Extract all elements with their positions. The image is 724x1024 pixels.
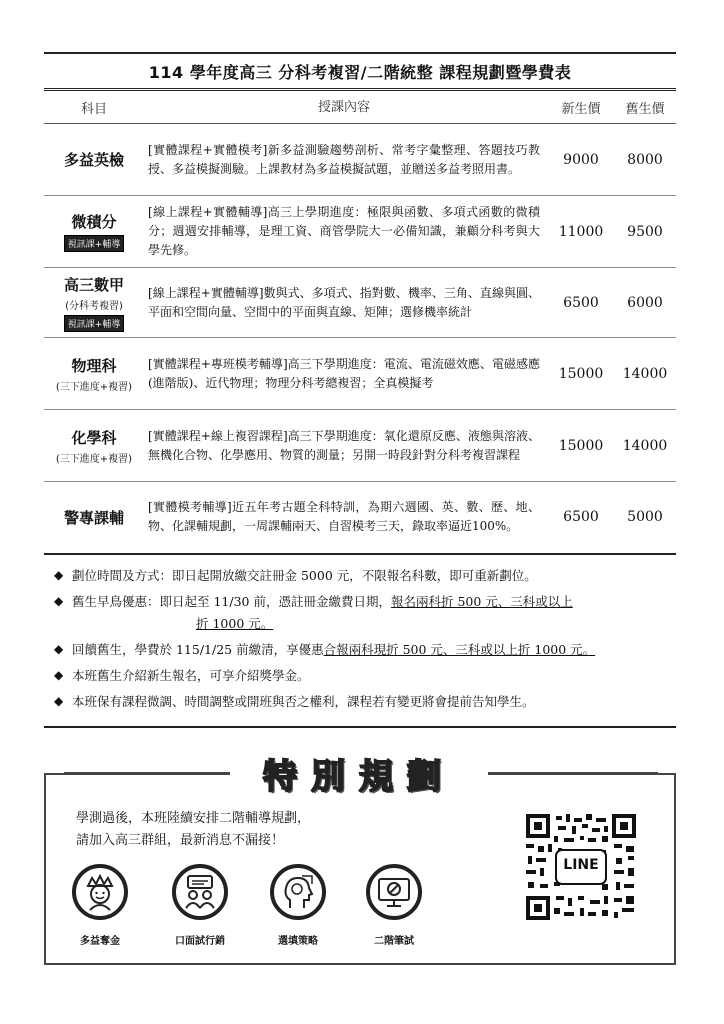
table-row	[44, 196, 676, 268]
interview-people-icon	[172, 864, 228, 920]
note-item	[44, 566, 676, 585]
icon-label: 二階筆試	[374, 936, 414, 947]
subject-note: (三下進度+複習)	[55, 381, 133, 393]
line-logo-text: LINE	[563, 857, 599, 873]
old-price: 9500	[614, 196, 676, 268]
table-row	[44, 268, 676, 338]
new-price: 15000	[548, 338, 614, 410]
subject-tag: 視訊課+輔導	[64, 315, 125, 332]
diamond-bullet-icon: ◆	[54, 568, 64, 582]
note-item	[44, 640, 676, 659]
old-price: 5000	[614, 482, 676, 554]
intro-line: 請加入高三群組，最新消息不漏接！	[76, 833, 285, 848]
old-price: 6000	[614, 268, 676, 338]
icon-label: 選填策略	[278, 936, 318, 947]
table-row	[44, 124, 676, 196]
old-price: 8000	[614, 124, 676, 196]
new-price: 6500	[548, 268, 614, 338]
special-plan-title: 特別規劃	[230, 752, 488, 794]
note-underlined-part: 折 1000 元。	[196, 616, 274, 631]
intro-line: 學測過後，本班陸續安排二階輔導規劃，	[76, 811, 311, 826]
subject-cell	[44, 410, 144, 482]
note-underlined-part: 報名兩科折 500 元、三科或以上	[390, 594, 573, 609]
subject-name: 多益英檢	[63, 151, 124, 169]
subject-cell	[44, 482, 144, 554]
diamond-bullet-icon: ◆	[54, 668, 64, 682]
note-text-part: 回饋舊生，學費於 115/1/25 前繳清，享優惠	[72, 642, 324, 657]
title-rule-left	[64, 772, 234, 774]
note-text: 本班舊生介紹新生報名，可享介紹獎學金。	[72, 668, 310, 683]
notes-list	[44, 566, 676, 728]
document-title: 114 學年度高三 分科考複習/二階統整 課程規劃暨學費表	[44, 52, 676, 88]
subject-note: (分科考複習)	[65, 300, 123, 312]
header-new-price: 新生價	[548, 90, 614, 124]
new-price: 9000	[548, 124, 614, 196]
note-text	[72, 592, 676, 633]
content-cell: [實體課程+專班模考輔導]高三下學期進度：電流、電流磁效應、電磁感應(進階版)、近代物理；物理分科考總複習；全真模擬考	[144, 338, 548, 410]
note-text: 本班保有課程微調、時間調整或開班與否之權利，課程若有變更將會提前告知學生。	[72, 694, 535, 709]
subject-note: (三下進度+複習)	[55, 453, 133, 465]
table-row	[44, 410, 676, 482]
course-fee-table	[44, 88, 676, 555]
new-price: 6500	[548, 482, 614, 554]
toeic-trophy-icon	[72, 864, 128, 920]
table-row	[44, 338, 676, 410]
old-price: 14000	[614, 410, 676, 482]
note-text: 劃位時間及方式：即日起開放繳交註冊金 5000 元，不限報名科數，即可重新劃位。	[72, 568, 537, 583]
diamond-bullet-icon: ◆	[54, 642, 64, 656]
special-intro	[76, 808, 310, 852]
subject-name: 警專課輔	[63, 508, 124, 527]
title-rule-right	[486, 772, 658, 774]
content-cell: [實體模考輔導]近五年考古題全科特訓，為期六週國、英、數、歷、地、物、化課輔規劃，一周課輔兩天、自習模考三天，錄取率逼近100%。	[144, 482, 548, 554]
content-cell: [線上課程+實體輔導]高三上學期進度：極限與函數、多項式函數的微積分；週週安排輔導，是理工資、商管學院大一必備知識，兼顧分科考與大學先修。	[144, 196, 548, 268]
note-item	[44, 592, 676, 633]
subject-tag: 視訊課+輔導	[64, 235, 125, 252]
header-content: 授課內容	[144, 90, 548, 124]
subject-name: 微積分	[71, 213, 117, 231]
subject-name: 高三數甲	[63, 275, 124, 294]
note-item	[44, 666, 676, 685]
header-subject: 科目	[44, 90, 144, 124]
table-row	[44, 482, 676, 554]
note-underlined-part: 合報兩科現折 500 元、三科或以上折 1000 元。	[323, 642, 596, 657]
line-qr-code[interactable]	[524, 812, 638, 922]
subject-cell	[44, 196, 144, 268]
subject-cell	[44, 124, 144, 196]
content-cell: [實體課程+線上複習課程]高三下學期進度：氧化還原反應、液態與溶液、無機化合物、化學應用、物質的測量；另開一時段針對分科考複習課程	[144, 410, 548, 482]
note-text	[72, 640, 676, 659]
icon-label: 多益奪金	[80, 936, 120, 947]
old-price: 14000	[614, 338, 676, 410]
note-item	[44, 692, 676, 711]
content-cell: [線上課程+實體輔導]數與式、多項式、指對數、機率、三角、直線與圓、平面和空間向量、空間中的平面與直線、矩陣；選修機率統計	[144, 268, 548, 338]
note-text-part: 舊生早鳥優惠：即日起至 11/30 前，憑註冊金繳費日期，	[72, 594, 391, 609]
new-price: 15000	[548, 410, 614, 482]
subject-cell	[44, 268, 144, 338]
written-exam-monitor-icon	[366, 864, 422, 920]
diamond-bullet-icon: ◆	[54, 594, 64, 608]
subject-cell	[44, 338, 144, 410]
subject-name: 物理科	[71, 356, 117, 375]
diamond-bullet-icon: ◆	[54, 694, 64, 708]
table-header-row	[44, 90, 676, 124]
header-old-price: 舊生價	[614, 90, 676, 124]
subject-name: 化學科	[71, 428, 117, 447]
strategy-head-icon	[270, 864, 326, 920]
note-continuation	[72, 614, 676, 633]
new-price: 11000	[548, 196, 614, 268]
content-cell: [實體課程+實體模考]新多益測驗趨勢剖析、常考字彙整理、答題技巧教授、多益模擬測驗。上課教材為多益模擬試題，並贈送多益考照用書。	[144, 124, 548, 196]
icon-label: 口面試行銷	[175, 936, 225, 947]
